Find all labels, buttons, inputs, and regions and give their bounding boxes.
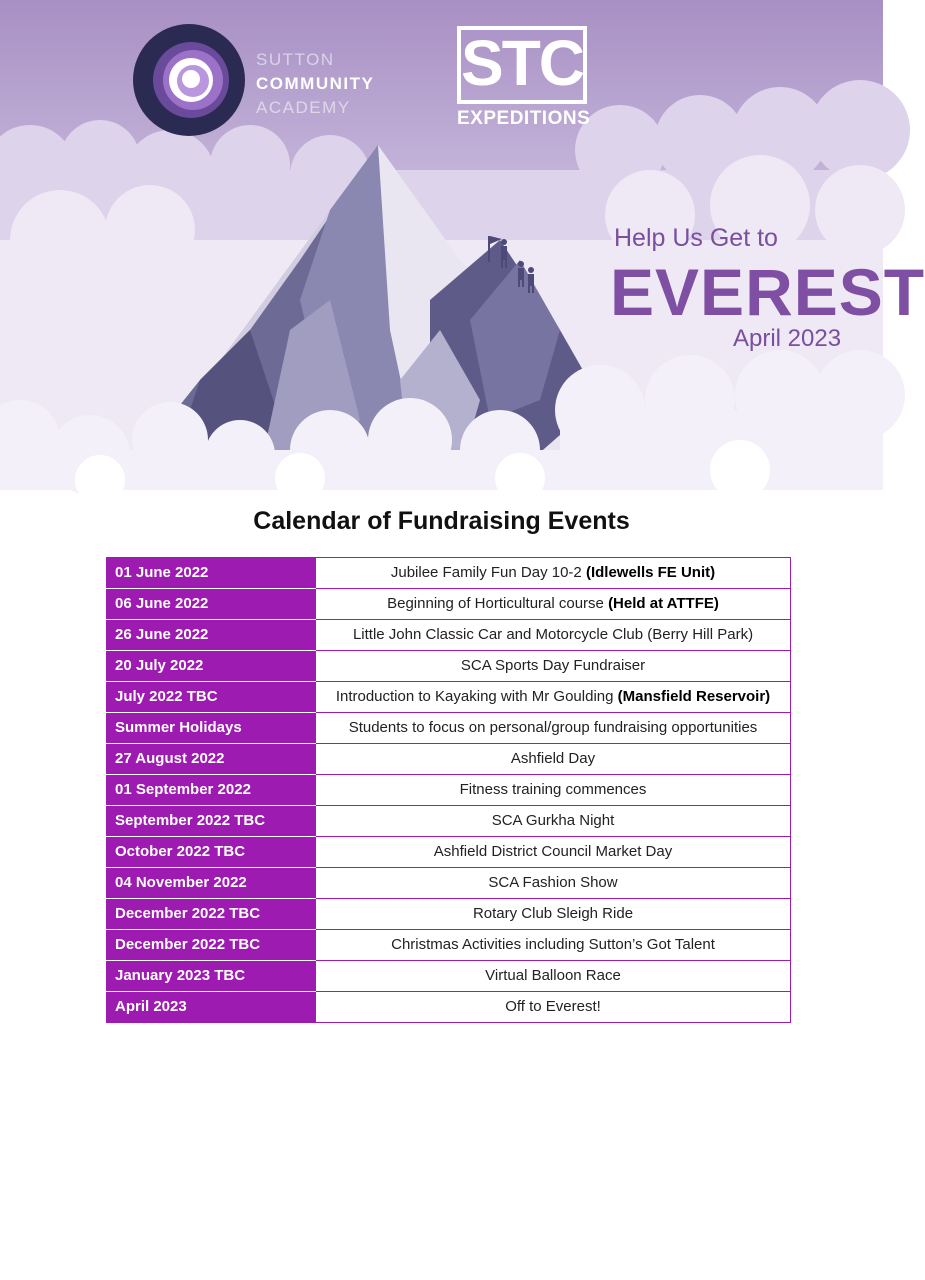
table-row bbox=[107, 930, 791, 961]
event-date: January 2023 TBC bbox=[107, 961, 316, 992]
event-text: Off to Everest! bbox=[505, 998, 601, 1015]
event-description bbox=[316, 868, 791, 899]
event-date: December 2022 TBC bbox=[107, 930, 316, 961]
event-date: 01 June 2022 bbox=[107, 558, 316, 589]
event-text: SCA Gurkha Night bbox=[491, 812, 615, 829]
event-text: Little John Classic Car and Motorcycle Club (Berry Hill Park) bbox=[352, 626, 754, 643]
sca-wordmark bbox=[256, 48, 374, 120]
event-description bbox=[316, 806, 791, 837]
event-location: (Held at ATTFE) bbox=[608, 595, 719, 612]
event-date: 26 June 2022 bbox=[107, 620, 316, 651]
event-date: 27 August 2022 bbox=[107, 744, 316, 775]
event-text: Students to focus on personal/group fundraising opportunities bbox=[348, 719, 758, 736]
table-row bbox=[107, 558, 791, 589]
event-date: Summer Holidays bbox=[107, 713, 316, 744]
event-text: Jubilee Family Fun Day 10-2 bbox=[390, 564, 586, 581]
event-description bbox=[316, 930, 791, 961]
event-description bbox=[316, 682, 791, 713]
headline: EVEREST bbox=[610, 255, 925, 329]
event-text: Rotary Club Sleigh Ride bbox=[472, 905, 634, 922]
event-text: SCA Fashion Show bbox=[488, 874, 618, 891]
event-date: October 2022 TBC bbox=[107, 837, 316, 868]
event-date: 20 July 2022 bbox=[107, 651, 316, 682]
event-description bbox=[316, 775, 791, 806]
event-text: Virtual Balloon Race bbox=[485, 967, 621, 984]
event-text: Christmas Activities including Sutton’s Got Talent bbox=[391, 936, 715, 953]
event-location: (Idlewells FE Unit) bbox=[585, 564, 716, 581]
event-description bbox=[316, 837, 791, 868]
table-row bbox=[107, 899, 791, 930]
table-row bbox=[107, 682, 791, 713]
event-date: 06 June 2022 bbox=[107, 589, 316, 620]
tagline: Help Us Get to bbox=[614, 224, 778, 252]
table-row bbox=[107, 961, 791, 992]
stc-expeditions-label: EXPEDITIONS bbox=[457, 108, 591, 129]
table-row bbox=[107, 775, 791, 806]
table-row bbox=[107, 868, 791, 899]
school-name-line2: COMMUNITY bbox=[256, 74, 375, 93]
stc-logo: STC bbox=[461, 27, 583, 99]
event-date: April 2023 bbox=[107, 992, 316, 1023]
sca-logo-icon bbox=[133, 24, 245, 136]
table-row bbox=[107, 806, 791, 837]
events-table bbox=[106, 557, 791, 1023]
event-text: Fitness training commences bbox=[459, 781, 647, 798]
event-text: Beginning of Horticultural course bbox=[387, 595, 609, 612]
event-text: Ashfield District Council Market Day bbox=[433, 843, 673, 860]
event-text: Introduction to Kayaking with Mr Goulding bbox=[335, 688, 618, 705]
table-row bbox=[107, 713, 791, 744]
event-date: 01 September 2022 bbox=[107, 775, 316, 806]
event-description bbox=[316, 744, 791, 775]
event-text: Ashfield Day bbox=[510, 750, 596, 767]
school-name-line1: SUTTON bbox=[256, 50, 335, 69]
header-banner bbox=[0, 0, 925, 484]
school-name-line3: ACADEMY bbox=[256, 98, 351, 117]
table-row bbox=[107, 589, 791, 620]
event-description bbox=[316, 992, 791, 1023]
event-description bbox=[316, 589, 791, 620]
event-description bbox=[316, 651, 791, 682]
table-row bbox=[107, 992, 791, 1023]
event-text: SCA Sports Day Fundraiser bbox=[460, 657, 646, 674]
event-description bbox=[316, 620, 791, 651]
event-date: December 2022 TBC bbox=[107, 899, 316, 930]
event-description bbox=[316, 558, 791, 589]
event-date: 04 November 2022 bbox=[107, 868, 316, 899]
event-date: July 2022 TBC bbox=[107, 682, 316, 713]
expedition-date: April 2023 bbox=[733, 325, 842, 352]
table-row bbox=[107, 651, 791, 682]
table-row bbox=[107, 837, 791, 868]
event-location: (Mansfield Reservoir) bbox=[617, 688, 771, 705]
page-title: Calendar of Fundraising Events bbox=[253, 507, 630, 535]
event-description bbox=[316, 961, 791, 992]
event-date: September 2022 TBC bbox=[107, 806, 316, 837]
event-description bbox=[316, 713, 791, 744]
table-row bbox=[107, 744, 791, 775]
event-description bbox=[316, 899, 791, 930]
table-row bbox=[107, 620, 791, 651]
